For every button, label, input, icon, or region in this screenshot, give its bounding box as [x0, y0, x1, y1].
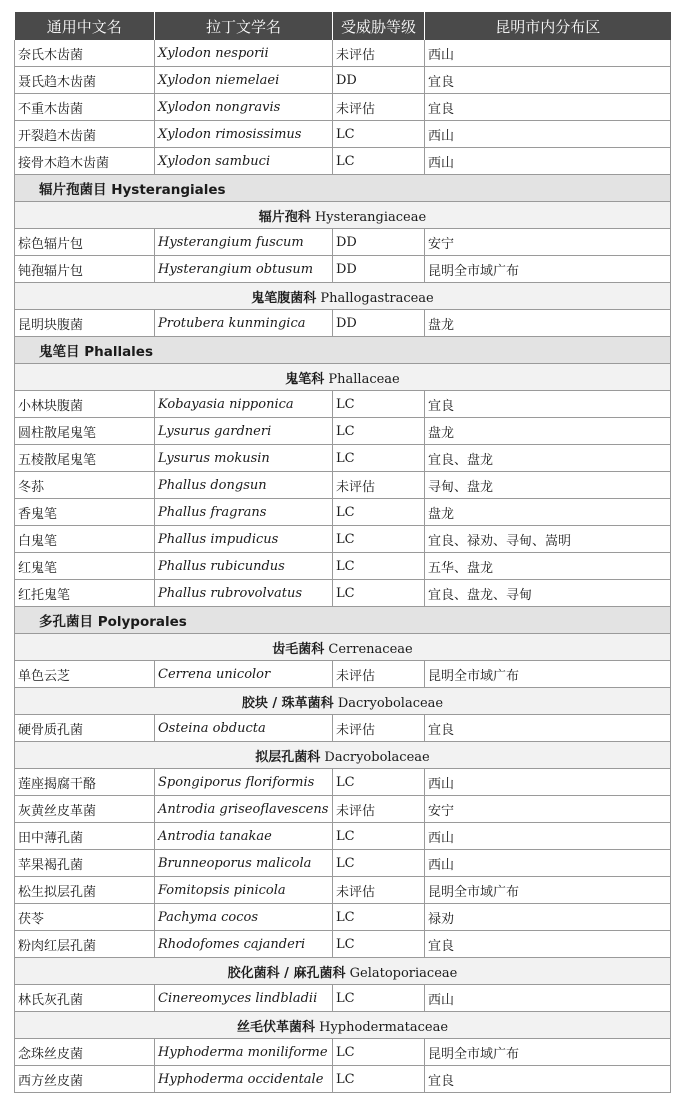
cell-latin-name: Xylodon sambuci: [155, 148, 333, 175]
cell-distribution: 寻甸、盘龙: [425, 472, 671, 499]
cell-chinese-name: 奈氏木齿菌: [15, 40, 155, 67]
family-heading: [15, 634, 671, 661]
cell-chinese-name: 松生拟层孔菌: [15, 877, 155, 904]
cell-latin-name: Cerrena unicolor: [155, 661, 333, 688]
table-row: [15, 877, 671, 904]
table-row: [15, 94, 671, 121]
cell-threat-level: DD: [333, 229, 425, 256]
cell-distribution: 宜良: [425, 1066, 671, 1093]
cell-distribution: 昆明全市域广布: [425, 661, 671, 688]
cell-distribution: 安宁: [425, 229, 671, 256]
cell-latin-name: Pachyma cocos: [155, 904, 333, 931]
cell-threat-level: LC: [333, 445, 425, 472]
cell-chinese-name: 红鬼笔: [15, 553, 155, 580]
cell-threat-level: DD: [333, 256, 425, 283]
cell-latin-name: Hysterangium obtusum: [155, 256, 333, 283]
table-row: [15, 121, 671, 148]
cell-threat-level: LC: [333, 850, 425, 877]
cell-distribution: 西山: [425, 823, 671, 850]
family-chinese-name: 丝毛伏革菌科: [236, 1019, 315, 1035]
cell-threat-level: LC: [333, 931, 425, 958]
table-row: [15, 904, 671, 931]
cell-latin-name: Cinereomyces lindbladii: [155, 985, 333, 1012]
cell-distribution: 西山: [425, 769, 671, 796]
cell-threat-level: 未评估: [333, 661, 425, 688]
cell-latin-name: Phallus dongsun: [155, 472, 333, 499]
family-chinese-name: 胶化菌科 / 麻孔菌科: [227, 965, 346, 981]
cell-latin-name: Lysurus mokusin: [155, 445, 333, 472]
cell-distribution: 宜良、盘龙: [425, 445, 671, 472]
cell-threat-level: LC: [333, 526, 425, 553]
species-table: [14, 12, 671, 1093]
family-row: [15, 1012, 671, 1039]
family-heading: [15, 1012, 671, 1039]
table-row: [15, 148, 671, 175]
cell-chinese-name: 冬荪: [15, 472, 155, 499]
cell-distribution: 宜良: [425, 94, 671, 121]
cell-chinese-name: 小林块腹菌: [15, 391, 155, 418]
family-chinese-name: 辐片孢科: [258, 209, 311, 225]
cell-threat-level: 未评估: [333, 877, 425, 904]
family-heading: [15, 283, 671, 310]
order-row: [15, 607, 671, 634]
cell-chinese-name: 香鬼笔: [15, 499, 155, 526]
header-latin-name: 拉丁文学名: [155, 12, 333, 40]
cell-latin-name: Hyphoderma moniliforme: [155, 1039, 333, 1066]
cell-chinese-name: 莲座揭腐干酪: [15, 769, 155, 796]
cell-distribution: 西山: [425, 40, 671, 67]
cell-chinese-name: 粉肉红层孔菌: [15, 931, 155, 958]
table-row: [15, 67, 671, 94]
family-latin-name: Hysterangiaceae: [314, 209, 427, 225]
cell-threat-level: LC: [333, 121, 425, 148]
table-row: [15, 472, 671, 499]
table-row: [15, 1039, 671, 1066]
cell-latin-name: Lysurus gardneri: [155, 418, 333, 445]
cell-latin-name: Brunneoporus malicola: [155, 850, 333, 877]
table-row: [15, 256, 671, 283]
cell-threat-level: 未评估: [333, 796, 425, 823]
cell-chinese-name: 硬骨质孔菌: [15, 715, 155, 742]
cell-chinese-name: 单色云芝: [15, 661, 155, 688]
table-row: [15, 580, 671, 607]
cell-distribution: 宜良: [425, 715, 671, 742]
table-row: [15, 310, 671, 337]
cell-threat-level: LC: [333, 904, 425, 931]
cell-chinese-name: 聂氏趋木齿菌: [15, 67, 155, 94]
table-row: [15, 526, 671, 553]
cell-distribution: 盘龙: [425, 499, 671, 526]
cell-threat-level: LC: [333, 823, 425, 850]
cell-threat-level: LC: [333, 985, 425, 1012]
family-row: [15, 958, 671, 985]
cell-threat-level: LC: [333, 1039, 425, 1066]
cell-latin-name: Phallus impudicus: [155, 526, 333, 553]
cell-latin-name: Hyphoderma occidentale: [155, 1066, 333, 1093]
cell-latin-name: Antrodia tanakae: [155, 823, 333, 850]
cell-threat-level: LC: [333, 499, 425, 526]
family-chinese-name: 鬼笔腹菌科: [251, 290, 317, 306]
cell-chinese-name: 昆明块腹菌: [15, 310, 155, 337]
header-distribution: 昆明市内分布区: [425, 12, 671, 40]
cell-chinese-name: 钝孢辐片包: [15, 256, 155, 283]
table-header: [15, 12, 671, 40]
cell-latin-name: Phallus fragrans: [155, 499, 333, 526]
family-chinese-name: 拟层孔菌科: [255, 749, 321, 765]
cell-latin-name: Hysterangium fuscum: [155, 229, 333, 256]
family-latin-name: Phallaceae: [328, 371, 400, 387]
table-row: [15, 985, 671, 1012]
cell-threat-level: 未评估: [333, 472, 425, 499]
species-table-container: [14, 12, 670, 1093]
family-row: [15, 364, 671, 391]
cell-chinese-name: 灰黄丝皮革菌: [15, 796, 155, 823]
cell-latin-name: Xylodon rimosissimus: [155, 121, 333, 148]
cell-threat-level: DD: [333, 67, 425, 94]
cell-chinese-name: 棕色辐片包: [15, 229, 155, 256]
cell-chinese-name: 白鬼笔: [15, 526, 155, 553]
table-row: [15, 391, 671, 418]
family-heading: [15, 364, 671, 391]
family-chinese-name: 鬼笔科: [285, 371, 325, 387]
cell-chinese-name: 林氏灰孔菌: [15, 985, 155, 1012]
cell-chinese-name: 红托鬼笔: [15, 580, 155, 607]
cell-latin-name: Xylodon nongravis: [155, 94, 333, 121]
cell-distribution: 宜良: [425, 67, 671, 94]
family-latin-name: Hyphodermataceae: [319, 1019, 449, 1035]
cell-threat-level: LC: [333, 553, 425, 580]
table-row: [15, 1066, 671, 1093]
cell-distribution: 西山: [425, 985, 671, 1012]
table-row: [15, 850, 671, 877]
cell-latin-name: Fomitopsis pinicola: [155, 877, 333, 904]
cell-threat-level: LC: [333, 391, 425, 418]
cell-latin-name: Phallus rubicundus: [155, 553, 333, 580]
family-row: [15, 742, 671, 769]
cell-distribution: 昆明全市域广布: [425, 256, 671, 283]
family-row: [15, 283, 671, 310]
table-row: [15, 796, 671, 823]
table-row: [15, 769, 671, 796]
family-latin-name: Dacryobolaceae: [324, 749, 430, 765]
cell-distribution: 西山: [425, 850, 671, 877]
table-row: [15, 445, 671, 472]
cell-latin-name: Phallus rubrovolvatus: [155, 580, 333, 607]
table-row: [15, 931, 671, 958]
cell-chinese-name: 五棱散尾鬼笔: [15, 445, 155, 472]
cell-chinese-name: 西方丝皮菌: [15, 1066, 155, 1093]
cell-threat-level: DD: [333, 310, 425, 337]
header-chinese-name: 通用中文名: [15, 12, 155, 40]
cell-distribution: 五华、盘龙: [425, 553, 671, 580]
cell-latin-name: Kobayasia nipponica: [155, 391, 333, 418]
cell-distribution: 西山: [425, 148, 671, 175]
family-chinese-name: 齿毛菌科: [272, 641, 325, 657]
cell-threat-level: LC: [333, 418, 425, 445]
cell-distribution: 西山: [425, 121, 671, 148]
cell-chinese-name: 苹果褐孔菌: [15, 850, 155, 877]
table-row: [15, 229, 671, 256]
order-heading: 多孔菌目 Polyporales: [15, 607, 671, 634]
table-row: [15, 418, 671, 445]
table-body: [15, 40, 671, 1093]
cell-distribution: 宜良、禄劝、寻甸、嵩明: [425, 526, 671, 553]
cell-distribution: 盘龙: [425, 310, 671, 337]
cell-chinese-name: 念珠丝皮菌: [15, 1039, 155, 1066]
family-chinese-name: 胶块 / 珠革菌科: [241, 695, 334, 711]
header-threat-level: 受威胁等级: [333, 12, 425, 40]
cell-threat-level: 未评估: [333, 40, 425, 67]
cell-latin-name: Osteina obducta: [155, 715, 333, 742]
cell-distribution: 禄劝: [425, 904, 671, 931]
cell-distribution: 安宁: [425, 796, 671, 823]
table-row: [15, 553, 671, 580]
cell-threat-level: 未评估: [333, 94, 425, 121]
table-row: [15, 40, 671, 67]
cell-threat-level: LC: [333, 580, 425, 607]
cell-distribution: 盘龙: [425, 418, 671, 445]
cell-distribution: 宜良: [425, 391, 671, 418]
family-heading: [15, 958, 671, 985]
cell-distribution: 宜良: [425, 931, 671, 958]
table-row: [15, 823, 671, 850]
cell-latin-name: Rhodofomes cajanderi: [155, 931, 333, 958]
cell-distribution: 宜良、盘龙、寻甸: [425, 580, 671, 607]
family-heading: [15, 688, 671, 715]
cell-threat-level: LC: [333, 769, 425, 796]
family-latin-name: Phallogastraceae: [320, 290, 434, 306]
cell-latin-name: Spongiporus floriformis: [155, 769, 333, 796]
cell-chinese-name: 田中薄孔菌: [15, 823, 155, 850]
order-heading: 鬼笔目 Phallales: [15, 337, 671, 364]
family-latin-name: Gelatoporiaceae: [349, 965, 458, 981]
table-row: [15, 661, 671, 688]
cell-chinese-name: 茯苓: [15, 904, 155, 931]
cell-latin-name: Xylodon niemelaei: [155, 67, 333, 94]
family-latin-name: Cerrenaceae: [328, 641, 413, 657]
order-heading: 辐片孢菌目 Hysterangiales: [15, 175, 671, 202]
cell-threat-level: 未评估: [333, 715, 425, 742]
family-heading: [15, 742, 671, 769]
cell-threat-level: LC: [333, 1066, 425, 1093]
cell-chinese-name: 开裂趋木齿菌: [15, 121, 155, 148]
cell-chinese-name: 圆柱散尾鬼笔: [15, 418, 155, 445]
table-row: [15, 715, 671, 742]
cell-latin-name: Protubera kunmingica: [155, 310, 333, 337]
family-latin-name: Dacryobolaceae: [337, 695, 444, 711]
order-row: [15, 337, 671, 364]
table-row: [15, 499, 671, 526]
cell-threat-level: LC: [333, 148, 425, 175]
cell-distribution: 昆明全市域广布: [425, 1039, 671, 1066]
cell-distribution: 昆明全市域广布: [425, 877, 671, 904]
order-row: [15, 175, 671, 202]
cell-chinese-name: 接骨木趋木齿菌: [15, 148, 155, 175]
family-row: [15, 634, 671, 661]
cell-latin-name: Xylodon nesporii: [155, 40, 333, 67]
family-heading: [15, 202, 671, 229]
cell-latin-name: Antrodia griseoflavescens: [155, 796, 333, 823]
cell-chinese-name: 不重木齿菌: [15, 94, 155, 121]
family-row: [15, 688, 671, 715]
family-row: [15, 202, 671, 229]
